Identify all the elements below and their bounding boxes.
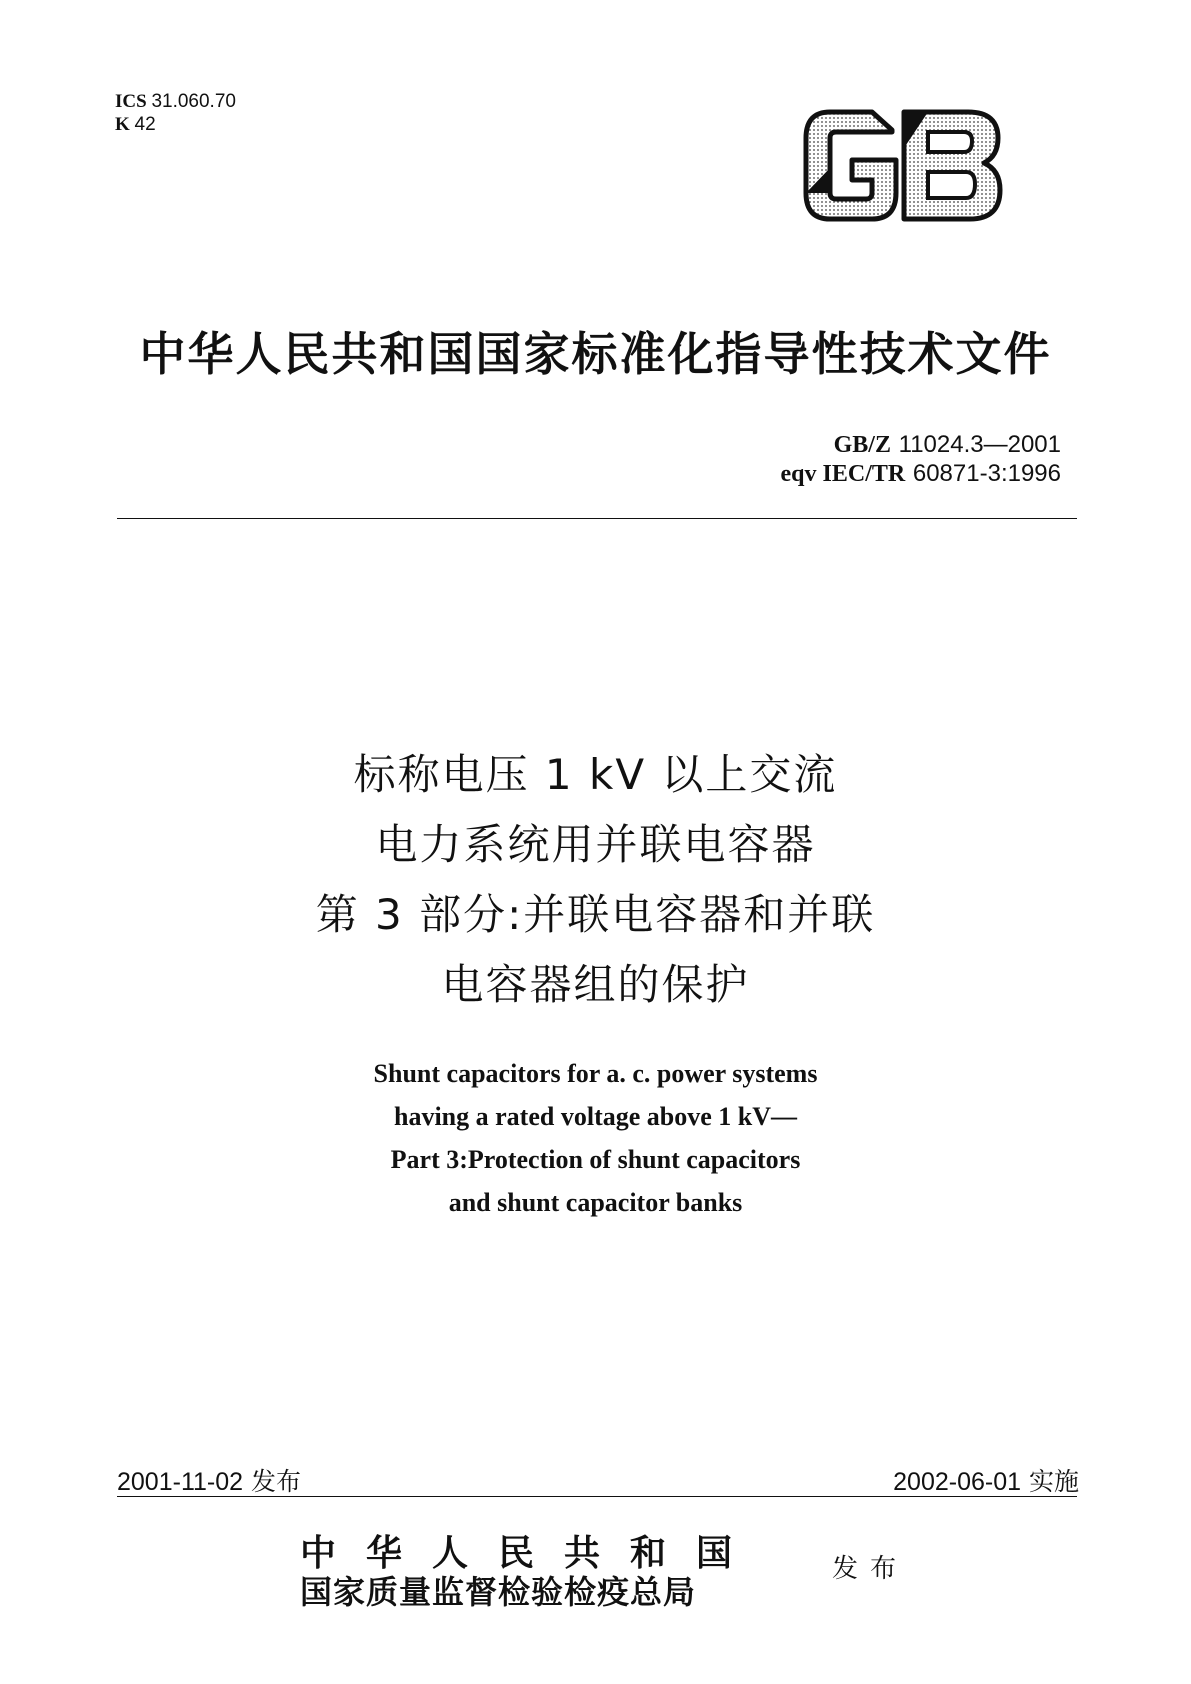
k-label: K [115,114,130,135]
equivalent-standard [781,459,1061,488]
document-type-heading: 中华人民共和国国家标准化指导性技术文件 [139,327,1052,381]
chinese-title-line-1: 标称电压 1 kV 以上交流 [353,750,838,799]
english-title-line-4: and shunt capacitor banks [448,1188,743,1217]
issue-date [117,1462,301,1498]
equivalent-value: 60871-3:1996 [912,460,1061,487]
standard-number [781,430,1061,459]
implementation-date-label: 实施 [1028,1467,1079,1496]
english-title [0,1052,1191,1224]
ics-code [115,90,236,113]
english-title-line-3: Part 3:Protection of shunt capacitors [390,1145,801,1174]
bottom-divider [117,1496,1077,1497]
classification-codes [115,90,236,136]
standard-number-prefix: GB/Z [833,432,891,458]
implementation-date [893,1462,1079,1498]
english-title-line-1: Shunt capacitors for a. c. power systems [373,1059,818,1088]
chinese-title-line-2: 电力系统用并联电容器 [375,820,816,869]
issuer-line-1: 中华人民共和国 [300,1532,763,1574]
gb-logo-icon [800,108,1005,223]
chinese-title-line-4: 电容器组的保护 [441,960,750,1009]
equivalent-prefix: eqv IEC/TR [780,461,906,487]
ics-label: ICS [115,91,147,112]
standard-numbers [781,430,1061,488]
ics-value: 31.060.70 [151,91,236,112]
issued-by-label: 发布 [832,1554,909,1584]
standard-number-value: 11024.3—2001 [898,431,1061,458]
k-value: 42 [134,114,156,135]
issue-date-label: 发布 [250,1467,301,1496]
chinese-title-line-3: 第 3 部分:并联电容器和并联 [315,890,876,939]
top-divider [117,518,1077,519]
chinese-title [0,740,1191,1020]
english-title-line-2: having a rated voltage above 1 kV— [394,1102,797,1131]
issuer-line-2: 国家质量监督检验检疫总局 [300,1573,697,1611]
k-code [115,113,236,136]
implementation-date-value: 2002-06-01 [893,1468,1022,1496]
issue-date-value: 2001-11-02 [117,1468,244,1496]
